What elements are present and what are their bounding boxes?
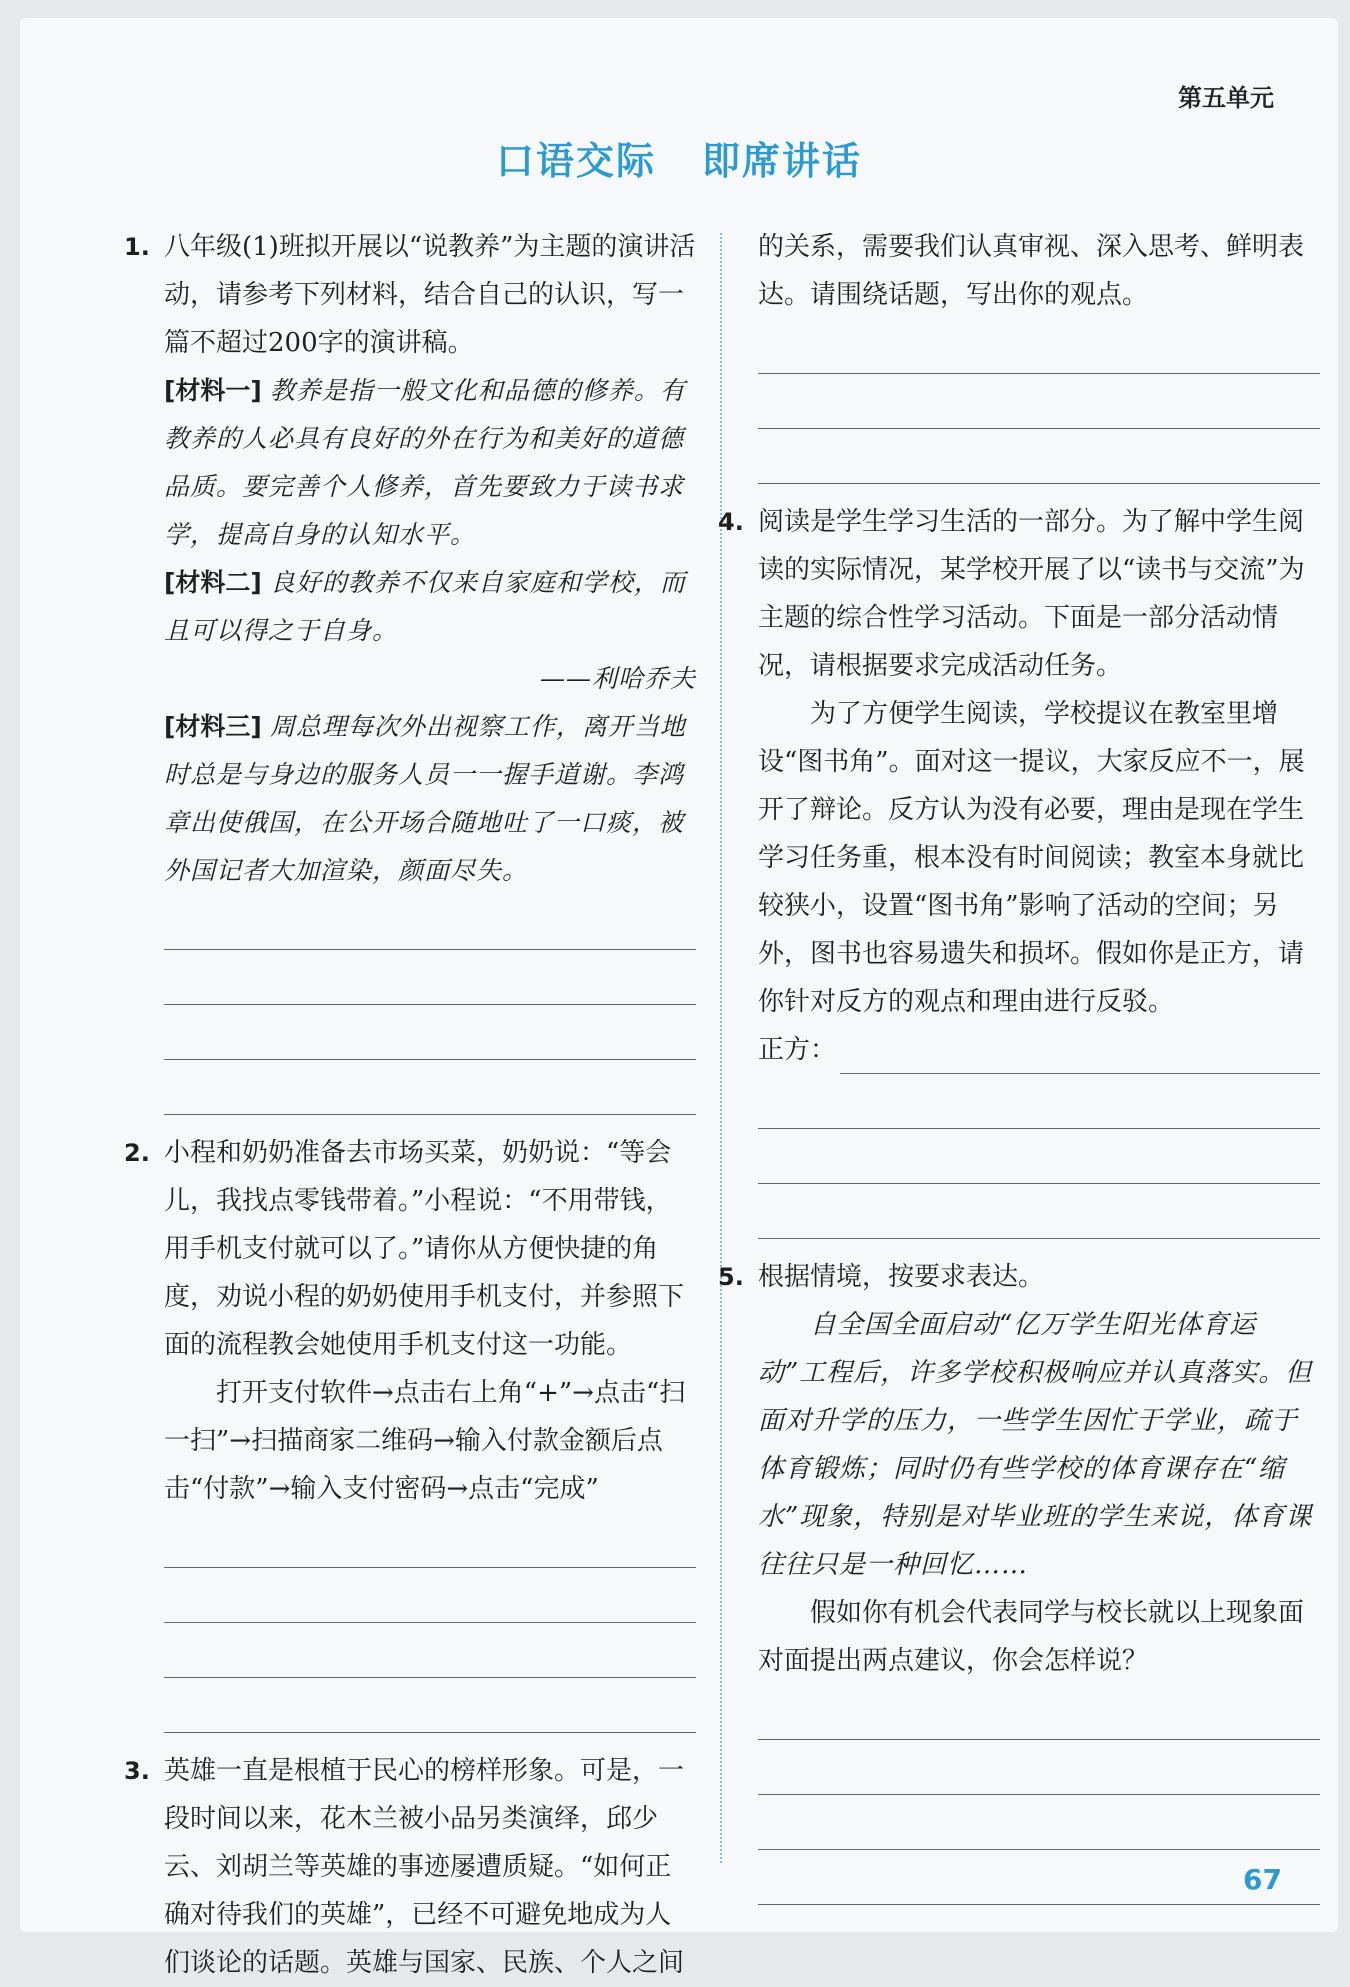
material-text: 周总理每次外出视察工作，离开当地时总是与身边的服务人员一一握手道谢。李鸿章出使俄国，在公开场合随地吐了一口痰，被外国记者大加渲染，颜面尽失。	[164, 712, 686, 885]
answer-line[interactable]	[840, 1037, 1320, 1074]
left-column	[124, 223, 696, 1987]
question-number: 5.	[718, 1263, 744, 1291]
question-number: 4.	[718, 508, 744, 536]
sports-scenario: 自全国全面启动“亿万学生阳光体育运动”工程后，许多学校积极响应并认真落实。但面对升学的压力，一些学生因忙于学业，疏于体育锻炼；同时仍有些学校的体育课存在“缩水”现象，特别是对毕业班的学生来说，体育课往往只是一种回忆……	[758, 1310, 1313, 1580]
question-number: 1.	[124, 233, 150, 261]
right-column	[718, 223, 1320, 1905]
answer-line[interactable]	[164, 1568, 696, 1623]
answer-line[interactable]	[758, 1795, 1320, 1850]
question-3	[124, 1747, 696, 1987]
question-prompt: 小程和奶奶准备去市场买菜，奶奶说：“等会儿，我找点零钱带着。”小程说：“不用带钱，用手机支付就可以了。”请你从方便快捷的角度，劝说小程的奶奶使用手机支付，并参照下面的流程教会她使用手机支付这一功能。	[164, 1138, 685, 1360]
answer-line[interactable]	[758, 1184, 1320, 1239]
answer-row	[758, 1026, 1320, 1074]
material-1	[164, 367, 696, 559]
question-prompt: 阅读是学生学习生活的一部分。为了解中学生阅读的实际情况，某学校开展了以“读书与交流”为主题的综合性学习活动。下面是一部分活动情况，请根据要求完成活动任务。	[758, 507, 1305, 681]
answer-line[interactable]	[164, 1623, 696, 1678]
answer-line[interactable]	[164, 1060, 696, 1115]
title-part-1: 口语交际	[495, 138, 656, 183]
answer-line[interactable]	[164, 895, 696, 950]
question-5	[718, 1253, 1320, 1905]
material-text: 教养是指一般文化和品德的修养。有教养的人必具有良好的外在行为和美好的道德品质。要完善个人修养，首先要致力于读书求学，提高自身的认知水平。	[164, 376, 686, 549]
question-prompt: 英雄一直是根植于民心的榜样形象。可是，一段时间以来，花木兰被小品另类演绎，邱少云、刘胡兰等英雄的事迹屡遭质疑。“如何正确对待我们的英雄”，已经不可避免地成为人们谈论的话题。英雄与国家、民族、个人之间	[164, 1756, 685, 1978]
answer-line[interactable]	[758, 1074, 1320, 1129]
material-label: [材料三]	[164, 712, 262, 741]
material-attribution: ——利哈乔夫	[539, 664, 696, 693]
workbook-page	[20, 18, 1338, 1978]
question-4	[718, 498, 1320, 1239]
title-part-2: 即席讲话	[702, 138, 863, 183]
answer-line[interactable]	[758, 319, 1320, 374]
answer-line[interactable]	[758, 1740, 1320, 1795]
question-2	[124, 1129, 696, 1733]
page-number: 67	[1243, 1863, 1282, 1896]
answer-label: 正方：	[758, 1035, 837, 1065]
answer-line[interactable]	[758, 429, 1320, 484]
material-label: [材料一]	[164, 376, 262, 405]
answer-line[interactable]	[758, 1129, 1320, 1184]
answer-line[interactable]	[164, 1678, 696, 1733]
payment-flow: 打开支付软件→点击右上角“+”→点击“扫一扫”→扫描商家二维码→输入付款金额后点击“付款”→输入支付密码→点击“完成”	[164, 1378, 686, 1504]
answer-line[interactable]	[758, 1685, 1320, 1740]
page-title	[20, 130, 1338, 185]
question-3-continuation: 的关系，需要我们认真审视、深入思考、鲜明表达。请围绕话题，写出你的观点。	[758, 232, 1305, 310]
question-prompt: 八年级(1)班拟开展以“说教养”为主题的演讲活动，请参考下列材料，结合自己的认识，写一篇不超过200字的演讲稿。	[164, 232, 696, 358]
material-2	[164, 559, 696, 703]
material-text: 良好的教养不仅来自家庭和学校，而且可以得之于自身。	[164, 568, 686, 645]
unit-label: 第五单元	[1178, 84, 1274, 112]
answer-line[interactable]	[164, 1513, 696, 1568]
question-number: 3.	[124, 1757, 150, 1785]
material-label: [材料二]	[164, 568, 262, 597]
question-1	[124, 223, 696, 1115]
material-3	[164, 703, 696, 895]
answer-line[interactable]	[164, 950, 696, 1005]
question-number: 2.	[124, 1139, 150, 1167]
question-task: 假如你有机会代表同学与校长就以上现象面对面提出两点建议，你会怎样说？	[758, 1598, 1305, 1676]
answer-line[interactable]	[758, 1850, 1320, 1905]
answer-line[interactable]	[164, 1005, 696, 1060]
answer-line[interactable]	[758, 374, 1320, 429]
question-prompt: 根据情境，按要求表达。	[758, 1262, 1045, 1292]
debate-scenario: 为了方便学生阅读，学校提议在教室里增设“图书角”。面对这一提议，大家反应不一，展开了辩论。反方认为没有必要，理由是现在学生学习任务重，根本没有时间阅读；教室本身就比较狭小，设置“图书角”影响了活动的空间；另外，图书也容易遗失和损坏。假如你是正方，请你针对反方的观点和理由进行反驳。	[758, 699, 1305, 1017]
